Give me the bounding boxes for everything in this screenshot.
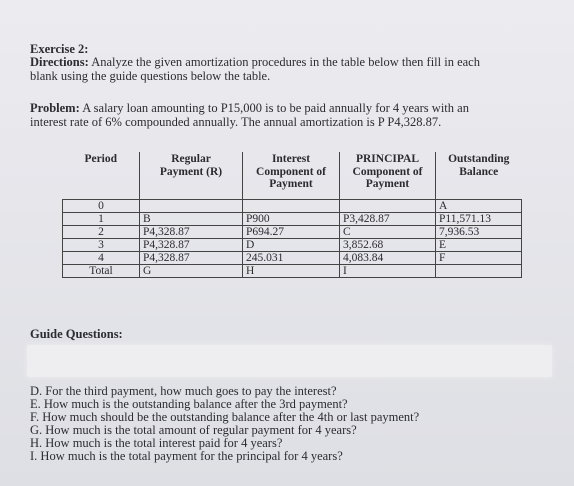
- cell-interest: [243, 200, 340, 213]
- directions-text: Analyze the given amortization procedures in the table below then fill in each: [88, 55, 480, 69]
- cell-principal: [340, 200, 436, 213]
- cell-regular: P4,328.87: [140, 239, 243, 252]
- header-outstanding-balance: Outstanding Balance: [448, 153, 510, 178]
- guide-question-g: G. How much is the total amount of regular payment for 4 years?: [30, 423, 357, 437]
- cell-interest: 245.031: [243, 252, 340, 265]
- problem-line-1: [30, 101, 469, 116]
- table-row: [63, 226, 522, 239]
- table-row: [63, 213, 522, 226]
- directions-line-1: [30, 55, 480, 70]
- cell-period: 3: [63, 239, 140, 252]
- cell-balance: A: [436, 200, 522, 213]
- cell-interest: H: [243, 265, 340, 278]
- header-period: Period: [63, 152, 140, 200]
- guide-question-f: F. How much should be the outstanding balance after the 4th or last payment?: [30, 410, 420, 424]
- cell-period: Total: [63, 265, 140, 278]
- table-header-row: [63, 152, 522, 200]
- guide-question-d: D. For the third payment, how much goes to pay the interest?: [30, 384, 337, 398]
- cell-interest: P900: [243, 213, 340, 226]
- guide-question-h: H. How much is the total interest paid for 4 years?: [30, 436, 283, 450]
- table-row: [63, 239, 522, 252]
- cell-regular: P4,328.87: [140, 252, 243, 265]
- problem-line-2: interest rate of 6% compounded annually. The annual amortization is P P4,328.87.: [30, 115, 442, 129]
- header-interest-component: Interest Component of Payment: [243, 152, 340, 200]
- header-regular-payment: Regular Payment (R): [140, 152, 243, 200]
- directions-label: Directions:: [30, 55, 89, 69]
- cell-balance: P11,571.13: [436, 213, 522, 226]
- cell-principal: C: [340, 226, 436, 239]
- guide-question-e: E. How much is the outstanding balance after the 3rd payment?: [30, 397, 348, 411]
- problem-label: Problem:: [30, 101, 80, 115]
- amortization-table: [62, 152, 522, 278]
- cell-principal: P3,428.87: [340, 213, 436, 226]
- table-row: [63, 252, 522, 265]
- cell-balance: F: [436, 252, 522, 265]
- cell-period: 0: [63, 200, 140, 213]
- cell-period: 4: [63, 252, 140, 265]
- cell-period: 2: [63, 226, 140, 239]
- cell-principal: I: [340, 265, 436, 278]
- table-row-total: [63, 265, 522, 278]
- guide-title: Guide Questions:: [30, 327, 123, 341]
- exercise-title: Exercise 2:: [30, 42, 89, 56]
- header-principal-component: PRINCIPAL Component of Payment: [340, 152, 436, 200]
- cell-regular: P4,328.87: [140, 226, 243, 239]
- cell-balance: E: [436, 239, 522, 252]
- cell-principal: 4,083.84: [340, 252, 436, 265]
- table-row: [63, 200, 522, 213]
- cell-regular: B: [140, 213, 243, 226]
- guide-question-i: I. How much is the total payment for the principal for 4 years?: [30, 449, 343, 463]
- cell-regular: [140, 200, 243, 213]
- cell-regular: G: [140, 265, 243, 278]
- cell-balance: 7,936.53: [436, 226, 522, 239]
- cell-period: 1: [63, 213, 140, 226]
- cell-interest: D: [243, 239, 340, 252]
- cell-interest: P694.27: [243, 226, 340, 239]
- cell-balance: [436, 265, 522, 278]
- obscured-region: [27, 345, 552, 377]
- problem-text: A salary loan amounting to P15,000 is to be paid annually for 4 years with an: [79, 101, 469, 115]
- cell-principal: 3,852.68: [340, 239, 436, 252]
- directions-line-2: blank using the guide questions below the table.: [30, 69, 271, 83]
